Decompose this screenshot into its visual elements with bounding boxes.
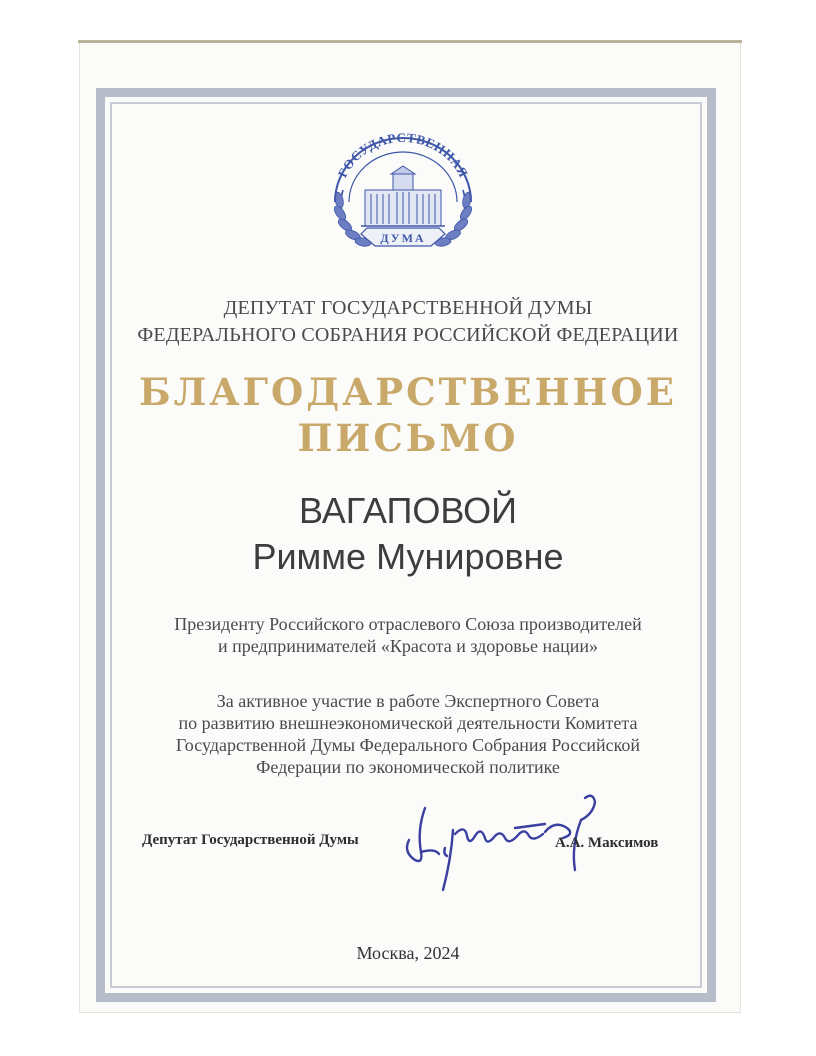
title-line-2: ПИСЬМО (297, 416, 519, 460)
award-reason (120, 690, 696, 778)
document-title (120, 370, 696, 460)
reason-line-3: Государственной Думы Федерального Собрания Российской (175, 735, 641, 755)
emblem-top-text: ГОСУДАРСТВЕННАЯ (334, 130, 472, 180)
header-line-2: ФЕДЕРАЛЬНОГО СОБРАНИЯ РОССИЙСКОЙ ФЕДЕРАЦИИ (137, 324, 679, 346)
reason-line-1: За активное участие в работе Экспертного Совета (216, 691, 600, 711)
sheet-top-edge (78, 40, 742, 43)
recipient-surname: ВАГАПОВОЙ (298, 490, 518, 531)
reason-line-4: Федерации по экономической политике (256, 757, 560, 777)
reason-line-2: по развитию внешнеэкономической деятельности Комитета (178, 713, 638, 733)
recipient (120, 490, 696, 578)
title-line-1: БЛАГОДАРСТВЕННОЕ (139, 370, 677, 414)
signatory-title: Депутат Государственной Думы (142, 832, 359, 848)
header-line-1: ДЕПУТАТ ГОСУДАРСТВЕННОЙ ДУМЫ (223, 297, 593, 319)
recipient-position (120, 613, 696, 657)
emblem-bottom-text: ДУМА (380, 231, 426, 245)
duma-building-icon (361, 166, 445, 226)
position-line-2: и предпринимателей «Красота и здоровье нации» (217, 636, 599, 656)
state-duma-emblem (313, 130, 493, 260)
header (120, 297, 696, 347)
recipient-given-names: Римме Мунировне (252, 536, 564, 577)
city-year: Москва, 2024 (356, 943, 460, 963)
position-line-1: Президенту Российского отраслевого Союза производителей (174, 614, 642, 634)
signatory-name: А.А. Максимов (555, 835, 659, 851)
